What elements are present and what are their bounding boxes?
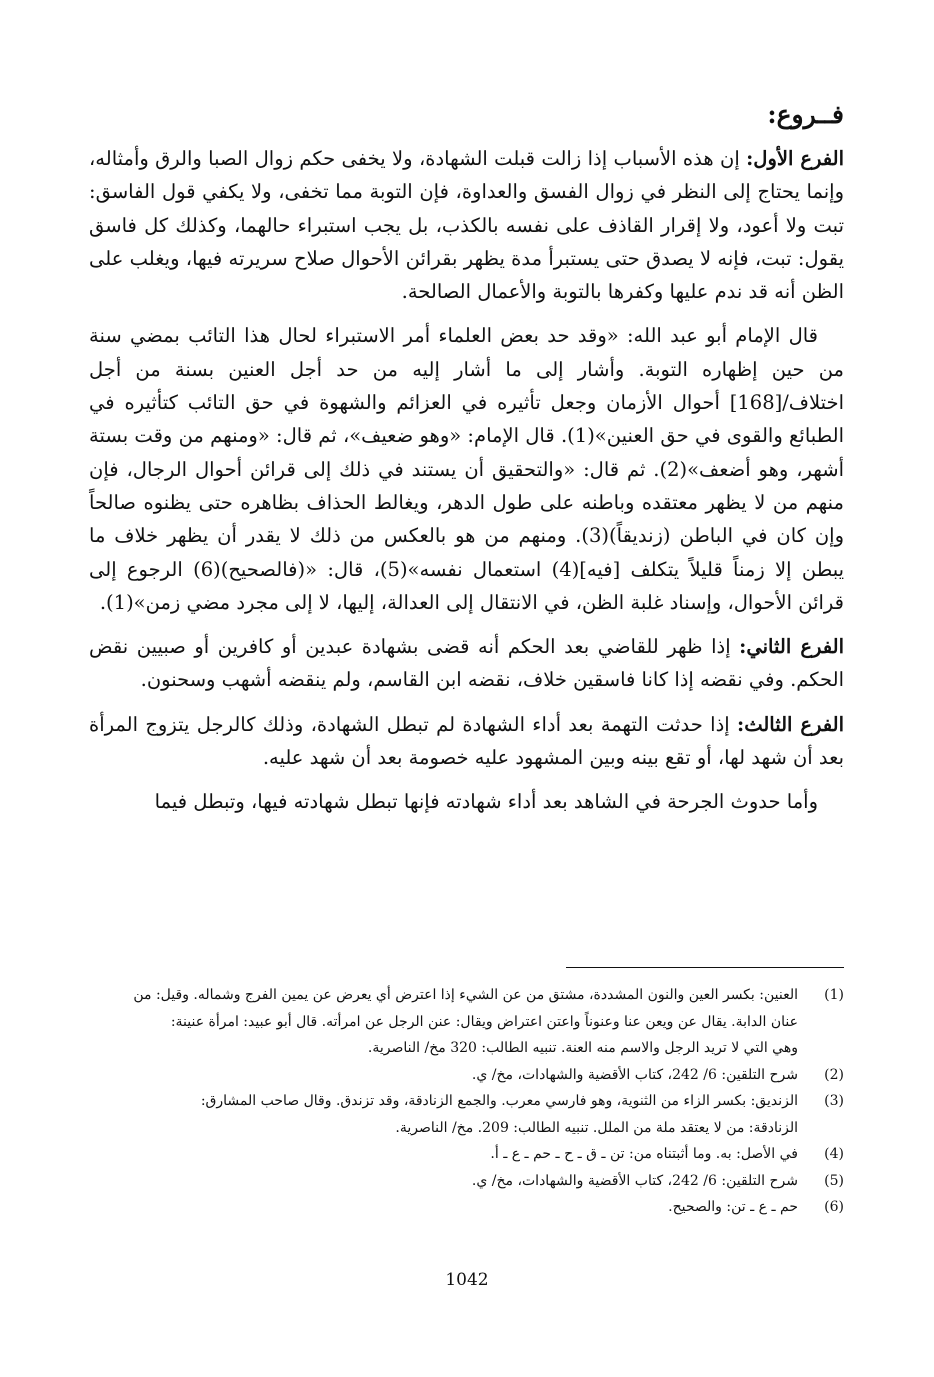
section-title: فــروع: — [767, 100, 844, 129]
footnote-text — [89, 982, 798, 1062]
paragraph-second-branch — [89, 630, 844, 697]
footnote-line: الزنادقة: من لا يعتقد ملة من الملل. تنبيه الطالب: 209. مخ/ الناصرية. — [395, 1119, 798, 1136]
footnotes — [89, 982, 844, 1221]
footnote — [89, 982, 844, 1062]
paragraph-text: إذا حدثت التهمة بعد أداء الشهادة لم تبطل الشهادة، وذلك كالرجل يتزوج المرأة بعد أن شهد لها، أو تقع بينه وبين المشهود عليه خصومة بعد أن شهد عليه. — [89, 712, 844, 770]
footnote-number: (5) — [824, 1172, 844, 1189]
footnote-line: العنين: بكسر العين والنون المشددة، مشتق من عن الشيء إذا اعترض أي يعرض عن يمين الفرج وشماله. وقيل: من — [133, 987, 798, 1003]
footnote-line: شرح التلقين: 6/ 242، كتاب الأقضية والشهادات، مخ/ ي. — [471, 1172, 798, 1189]
footnote-text — [89, 1062, 798, 1089]
footnote — [89, 1088, 844, 1141]
footnote — [89, 1168, 844, 1195]
paragraph-imam-quote — [89, 319, 844, 619]
footnote-text — [89, 1088, 798, 1141]
footnote-line: وهي التي لا تريد الرجل والاسم منه العنة. تنبيه الطالب: 320 مخ/ الناصرية. — [367, 1040, 798, 1056]
paragraph-text: قال الإمام أبو عبد الله: «وقد حد بعض العلماء أمر الاستبراء لحال هذا التائب بمضي سنة من حين إظهاره التوبة. وأشار إلى ما أشار إليه من حد أجل العنين بسنة من أجل اختلاف/[168] أحوال الأزمان وجعل تأثيره في العزائم والشهوة في حق التائب كتأثيره في الطبائع والقوى في حق العنين»(1). قال الإمام: «وهو ضعيف»، ثم قال: «ومنهم من وقت بستة أشهر، وهو أضعف»(2). ثم قال: «والتحقيق أن يستند في ذلك إلى قرائن أحوال الرجال، فإن منهم من لا يظهر معتقده وباطنه على طول الدهر، ويغالط الحذاف بظاهره حتى يظنوه صالحاً وإن كان في الباطن (زنديقاً)(3). ومنهم من هو بالعكس من ذلك لا يقدر أن يظهر خلاف ما يبطن إلا زمناً قليلاً يتكلف [فيه](4) استعمال نفسه»(5)، قال: «(فالصحيح)(6) الرجوع إلى قرائن الأحوال، وإسناد غلبة الظن، في الانتقال إلى العدالة، إليها، لا إلى مجرد مضي زمن»(1). — [89, 324, 845, 614]
paragraph-text: إن هذه الأسباب إذا زالت قبلت الشهادة، ولا يخفى حكم زوال الصبا والرق وأمثاله، وإنما يحتاج إلى النظر في زوال الفسق والعداوة، فإن التوبة مما تخفى، ولا يكفي قول الفاسق: تبت ولا أعود، ولا إقرار القاذف على نفسه بالكذب، بل يجب استبراء حالهما، وكذلك كل فاسق يقول: تبت، فإنه لا يصدق حتى يستبرأ مدة يظهر بقرائن الأحوال صلاح سريرته فيها، ويغلب على الظن أنه قد ندم عليها وكفرها بالتوبة والأعمال الصالحة. — [89, 147, 844, 304]
footnote — [89, 1194, 844, 1221]
paragraph-first-branch — [89, 142, 844, 308]
branch-label-second: الفرع الثاني: — [739, 635, 844, 659]
footnote-number: (4) — [824, 1146, 844, 1162]
branch-label-third: الفرع الثالث: — [737, 712, 844, 736]
footnote-text — [89, 1168, 798, 1195]
footnote-line: عنان الدابة. يقال عن ويعن عنا وعنوناً واعتن اعتراض ويقال: عنن الرجل عن امرأته. قال أبو عبيد: امرأة عنينة: — [170, 1013, 798, 1030]
footnote-number: (3) — [824, 1093, 844, 1109]
paragraph-continuation — [89, 785, 844, 818]
footnote-number: (1) — [824, 987, 844, 1003]
footnote-text — [89, 1141, 798, 1168]
paragraph-text: إذا ظهر للقاضي بعد الحكم أنه قضى بشهادة عبدين أو كافرين أو صبيين نقض الحكم. وفي نقضه إذا كانا فاسقين خلاف، نقضه ابن القاسم، ولم ينقضه أشهب وسحنون. — [89, 635, 844, 692]
footnote-line: الزنديق: بكسر الزاء من الثنوية، وهو فارسي معرب. والجمع الزنادقة، وقد تزندق. وقال صاحب المشارق: — [200, 1093, 798, 1109]
footnote-line: في الأصل: به. وما أثبتناه من: تن ـ ق ـ ح ـ حم ـ ع ـ أ. — [490, 1146, 798, 1162]
page-number: 1042 — [445, 1270, 489, 1290]
footnote — [89, 1141, 844, 1168]
branch-label-first: الفرع الأول: — [746, 147, 844, 170]
footnote-number: (2) — [824, 1066, 844, 1083]
paragraph-third-branch — [89, 708, 844, 775]
footnote-line: شرح التلقين: 6/ 242، كتاب الأقضية والشهادات، مخ/ ي. — [471, 1066, 798, 1083]
footnote-number: (6) — [824, 1199, 844, 1215]
footnote-text — [89, 1194, 798, 1221]
footnote-line: حم ـ ع ـ تن: والصحيح. — [668, 1199, 798, 1215]
main-text — [89, 142, 844, 830]
paragraph-text: وأما حدوث الجرحة في الشاهد بعد أداء شهادته فإنها تبطل شهادته فيها، وتبطل فيما — [154, 790, 818, 814]
footnote — [89, 1062, 844, 1089]
footnote-separator — [566, 967, 844, 968]
